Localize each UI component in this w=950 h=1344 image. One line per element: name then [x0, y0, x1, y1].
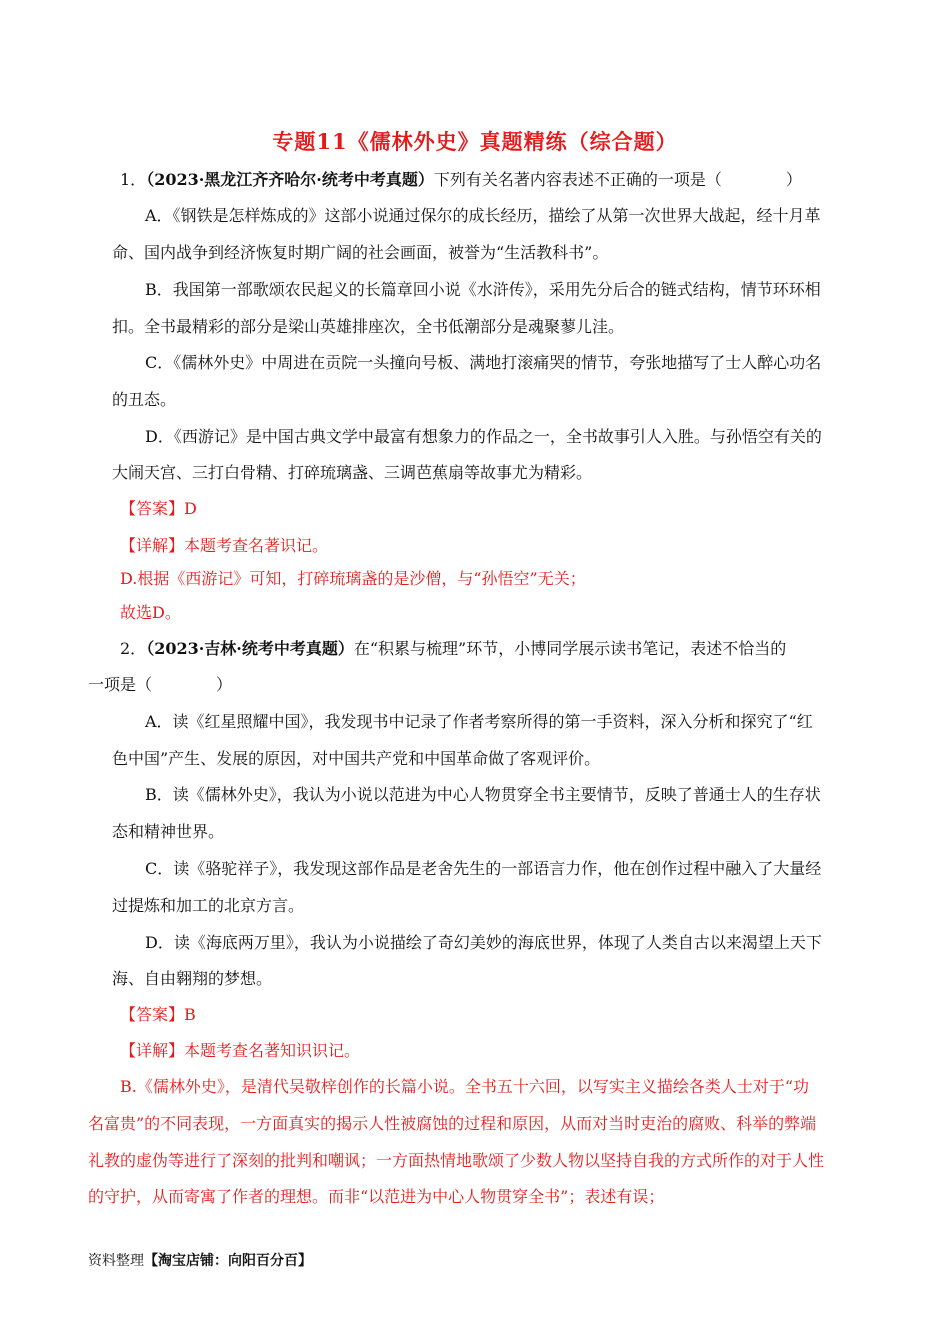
page-title: 专题11《儒林外史》真题精练（综合题） [272, 129, 678, 154]
answer-value: D [184, 499, 197, 518]
question-stem: 在“积累与梳理”环节，小博同学展示读书笔记，表述不恰当的 [353, 639, 787, 658]
footer-shop: 【淘宝店铺：向阳百分百】 [144, 1253, 312, 1269]
option-d-line2: 大闹天宫、三打白骨精、打碎琉璃盏、三调芭蕉扇等故事尤为精彩。 [112, 463, 593, 482]
explanation-line1: B.《儒林外史》，是清代吴敬梓创作的长篇小说。全书五十六回，以写实主义描绘各类人士对于“功 [120, 1077, 810, 1096]
question-2-header [120, 638, 786, 660]
option-b-line1: B．我国第一部歌颂农民起义的长篇章回小说《水浒传》，采用先分后合的链式结构，情节环环相 [145, 280, 821, 299]
question-source: （2023·黑龙江齐齐哈尔·统考中考真题） [146, 170, 434, 189]
option-a-line2: 命、国内战争到经济恢复时期广阔的社会画面，被誉为“生活教科书”。 [112, 243, 609, 262]
option-c-line1: C．读《骆驼祥子》，我发现这部作品是老舍先生的一部语言力作，他在创作过程中融入了大量经 [145, 859, 822, 878]
question-source: （2023·吉林·统考中考真题） [146, 639, 354, 658]
option-a-line2: 色中国”产生、发展的原因，对中国共产党和中国革命做了客观评价。 [112, 749, 601, 768]
option-a-line1: A．读《红星照耀中国》，我发现书中记录了作者考察所得的第一手资料，深入分析和探究了“红 [145, 712, 813, 731]
answer [120, 498, 197, 520]
option-b-line1: B．读《儒林外史》，我认为小说以范进为中心人物贯穿全书主要情节，反映了普通士人的生存状 [145, 785, 821, 804]
answer-label: 【答案】 [120, 1005, 185, 1024]
option-d-line1: D．读《海底两万里》，我认为小说描绘了奇幻美妙的海底世界，体现了人类自古以来渴望上天下 [145, 933, 822, 952]
answer-label: 【答案】 [120, 499, 185, 518]
detail-label: 【详解】 [120, 536, 185, 555]
option-a-line1: A．《钢铁是怎样炼成的》这部小说通过保尔的成长经历，描绘了从第一次世界大战起，经十月革 [145, 206, 821, 225]
option-c-line1: C．《儒林外史》中周进在贡院一头撞向号板、满地打滚痛哭的情节，夸张地描写了士人醉心功名 [145, 353, 822, 372]
answer-value: B [184, 1005, 196, 1024]
footer-prefix: 资料整理 [88, 1253, 144, 1269]
detail-label: 【详解】 [120, 1041, 185, 1060]
question-number: 2． [120, 639, 147, 658]
question-number: 1． [120, 170, 147, 189]
explanation-line3: 礼教的虚伪等进行了深刻的批判和嘲讽；一方面热情地歌颂了少数人物以坚持自我的方式所作的对于人性 [88, 1151, 825, 1170]
detail [120, 1040, 360, 1062]
question-stem-line2: 一项是（ ） [88, 675, 233, 694]
option-c-line2: 的丑态。 [112, 390, 177, 409]
detail-text: 本题考查名著识记。 [184, 536, 329, 555]
explanation-line2: 名富贵”的不同表现，一方面真实的揭示人性被腐蚀的过程和原因，从而对当时吏治的腐败、科举的弊端 [88, 1114, 817, 1133]
option-d-line1: D．《西游记》是中国古典文学中最富有想象力的作品之一，全书故事引人入胜。与孙悟空有关的 [145, 427, 822, 446]
explanation: D.根据《西游记》可知，打碎琉璃盏的是沙僧，与“孙悟空”无关； [120, 569, 586, 588]
footer [88, 1250, 312, 1272]
answer [120, 1004, 196, 1026]
question-1-header [120, 169, 802, 191]
detail [120, 535, 328, 557]
detail-text: 本题考查名著知识识记。 [184, 1041, 361, 1060]
conclusion: 故选D。 [120, 603, 181, 622]
option-d-line2: 海、自由翱翔的梦想。 [112, 969, 273, 988]
explanation-line4: 的守护，从而寄寓了作者的理想。而非“以范进为中心人物贯穿全书”；表述有误； [88, 1187, 665, 1206]
question-stem: 下列有关名著内容表述不正确的一项是（ ） [433, 170, 802, 189]
option-c-line2: 过提炼和加工的北京方言。 [112, 896, 305, 915]
option-b-line2: 态和精神世界。 [112, 822, 225, 841]
option-b-line2: 扣。全书最精彩的部分是梁山英雄排座次，全书低潮部分是魂聚蓼儿洼。 [112, 317, 625, 336]
